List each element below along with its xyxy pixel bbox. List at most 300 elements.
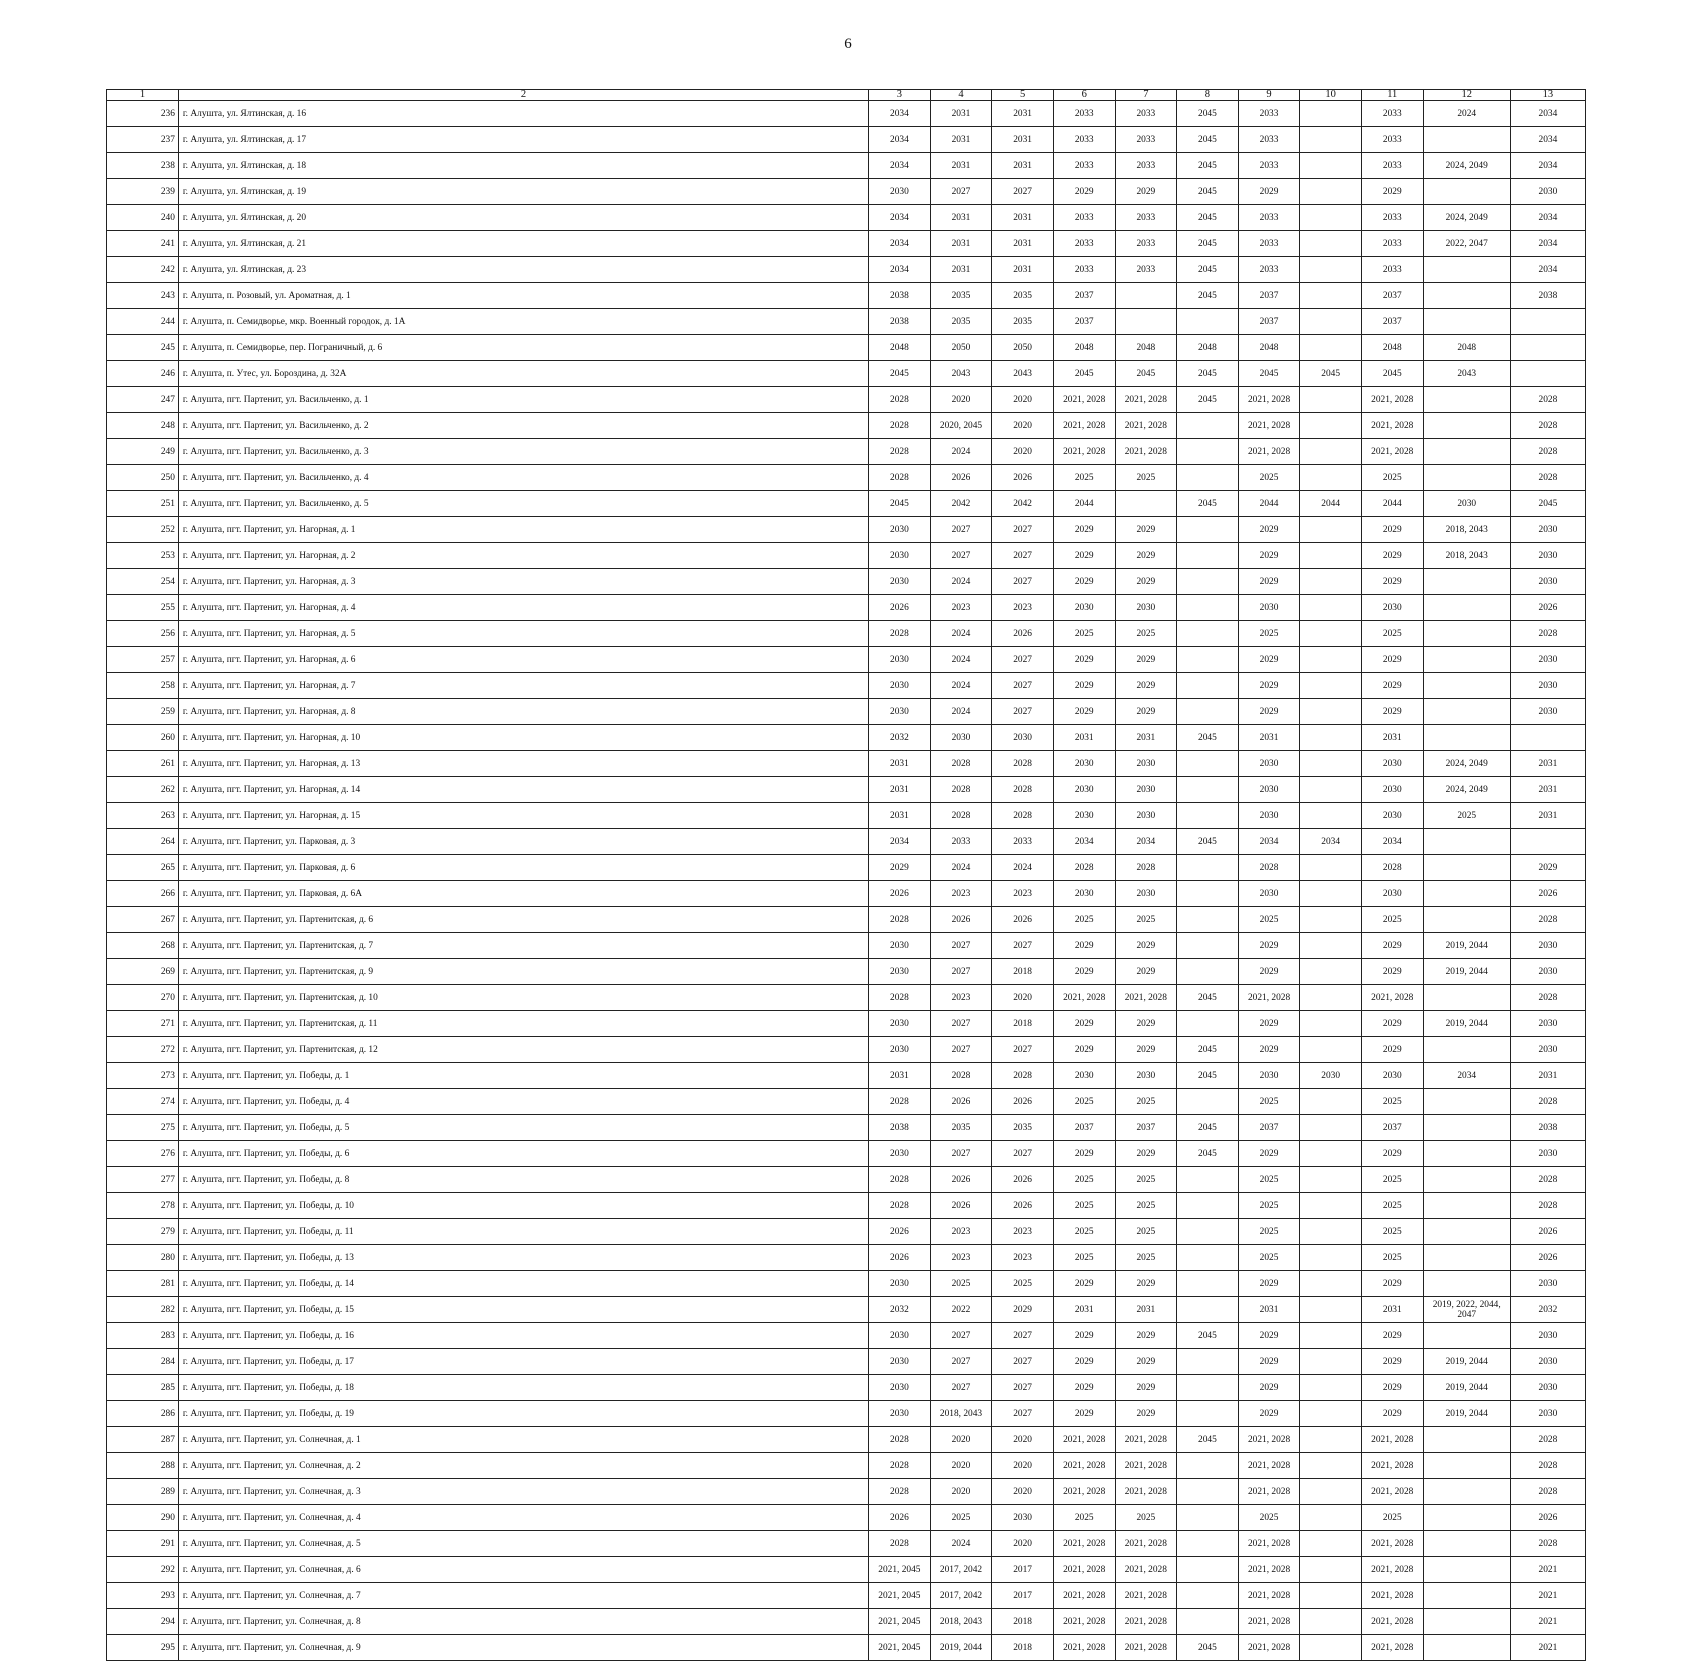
year-cell: 2020 — [930, 1479, 992, 1505]
year-cell: 2023 — [992, 595, 1054, 621]
year-cell — [1177, 439, 1239, 465]
year-cell: 2033 — [930, 829, 992, 855]
year-cell — [1300, 465, 1362, 491]
year-cell — [1177, 1375, 1239, 1401]
row-number: 240 — [107, 205, 179, 231]
year-cell: 2028 — [869, 1427, 931, 1453]
year-cell: 2045 — [869, 491, 931, 517]
year-cell: 2029 — [1238, 673, 1300, 699]
year-cell: 2034 — [1238, 829, 1300, 855]
row-number: 280 — [107, 1245, 179, 1271]
year-cell: 2030 — [1053, 595, 1115, 621]
year-cell: 2030 — [1053, 803, 1115, 829]
year-cell: 2030 — [1510, 1401, 1585, 1427]
year-cell: 2029 — [1361, 1037, 1423, 1063]
year-cell: 2021, 2028 — [1361, 1583, 1423, 1609]
year-cell — [1300, 1609, 1362, 1635]
year-cell: 2027 — [992, 543, 1054, 569]
year-cell: 2034 — [1510, 257, 1585, 283]
year-cell: 2018 — [992, 959, 1054, 985]
address-cell: г. Алушта, пгт. Партенит, ул. Партенитская, д. 12 — [178, 1037, 868, 1063]
year-cell: 2029 — [1115, 1375, 1177, 1401]
address-cell: г. Алушта, ул. Ялтинская, д. 23 — [178, 257, 868, 283]
year-cell: 2024 — [930, 569, 992, 595]
year-cell: 2021, 2045 — [869, 1609, 931, 1635]
year-cell: 2031 — [930, 101, 992, 127]
year-cell — [1423, 1479, 1510, 1505]
year-cell — [1177, 1089, 1239, 1115]
year-cell: 2033 — [1361, 101, 1423, 127]
year-cell: 2027 — [992, 1349, 1054, 1375]
year-cell: 2048 — [1238, 335, 1300, 361]
year-cell: 2021, 2028 — [1238, 1583, 1300, 1609]
address-cell: г. Алушта, пгт. Партенит, ул. Победы, д. 14 — [178, 1271, 868, 1297]
address-cell: г. Алушта, пгт. Партенит, ул. Победы, д. 16 — [178, 1323, 868, 1349]
year-cell: 2045 — [869, 361, 931, 387]
year-cell: 2030 — [869, 959, 931, 985]
year-cell: 2024, 2049 — [1423, 205, 1510, 231]
year-cell: 2020 — [992, 1479, 1054, 1505]
year-cell — [1300, 1479, 1362, 1505]
year-cell: 2026 — [869, 1245, 931, 1271]
row-number: 262 — [107, 777, 179, 803]
year-cell: 2029 — [1115, 1271, 1177, 1297]
year-cell: 2031 — [992, 231, 1054, 257]
year-cell — [1300, 205, 1362, 231]
row-number: 287 — [107, 1427, 179, 1453]
year-cell: 2045 — [1177, 283, 1239, 309]
column-header: 13 — [1510, 90, 1585, 101]
year-cell — [1177, 855, 1239, 881]
address-cell: г. Алушта, п. Семидворье, пер. Пограничный, д. 6 — [178, 335, 868, 361]
year-cell — [1300, 153, 1362, 179]
column-header: 5 — [992, 90, 1054, 101]
year-cell: 2045 — [1177, 257, 1239, 283]
year-cell: 2029 — [1053, 1323, 1115, 1349]
year-cell: 2023 — [930, 985, 992, 1011]
year-cell: 2029 — [1238, 1141, 1300, 1167]
year-cell: 2034 — [869, 153, 931, 179]
table-row — [107, 153, 1586, 179]
year-cell: 2027 — [930, 1141, 992, 1167]
address-cell: г. Алушта, пгт. Партенит, ул. Васильченко, д. 1 — [178, 387, 868, 413]
year-cell: 2033 — [1361, 205, 1423, 231]
year-cell: 2030 — [1238, 803, 1300, 829]
year-cell: 2028 — [1510, 1167, 1585, 1193]
year-cell: 2023 — [992, 1219, 1054, 1245]
year-cell: 2030 — [869, 1349, 931, 1375]
year-cell — [1423, 1531, 1510, 1557]
year-cell: 2030 — [1510, 1141, 1585, 1167]
address-cell: г. Алушта, пгт. Партенит, ул. Парковая, д. 6 — [178, 855, 868, 881]
year-cell: 2021, 2028 — [1238, 413, 1300, 439]
year-cell: 2029 — [1053, 1401, 1115, 1427]
year-cell: 2045 — [1177, 231, 1239, 257]
year-cell: 2030 — [869, 1271, 931, 1297]
year-cell: 2028 — [1115, 855, 1177, 881]
year-cell: 2028 — [869, 1193, 931, 1219]
address-cell: г. Алушта, п. Семидворье, мкр. Военный городок, д. 1А — [178, 309, 868, 335]
year-cell: 2028 — [992, 777, 1054, 803]
year-cell: 2029 — [1115, 179, 1177, 205]
year-cell — [1510, 335, 1585, 361]
year-cell: 2019, 2044 — [1423, 1401, 1510, 1427]
year-cell: 2029 — [1361, 699, 1423, 725]
year-cell — [1300, 959, 1362, 985]
year-cell: 2021, 2028 — [1053, 1479, 1115, 1505]
year-cell: 2029 — [1053, 647, 1115, 673]
year-cell — [1300, 1505, 1362, 1531]
year-cell: 2030 — [869, 699, 931, 725]
year-cell: 2025 — [1115, 465, 1177, 491]
year-cell — [1423, 595, 1510, 621]
year-cell — [1423, 387, 1510, 413]
row-number: 267 — [107, 907, 179, 933]
year-cell: 2026 — [992, 907, 1054, 933]
year-cell: 2024, 2049 — [1423, 777, 1510, 803]
year-cell: 2021, 2028 — [1115, 439, 1177, 465]
year-cell: 2029 — [1361, 959, 1423, 985]
year-cell: 2030 — [1053, 751, 1115, 777]
year-cell: 2025 — [930, 1505, 992, 1531]
address-cell: г. Алушта, пгт. Партенит, ул. Солнечная, д. 4 — [178, 1505, 868, 1531]
year-cell: 2029 — [1053, 179, 1115, 205]
year-cell — [1177, 1297, 1239, 1323]
year-cell — [1423, 179, 1510, 205]
year-cell: 2031 — [992, 127, 1054, 153]
year-cell — [1177, 647, 1239, 673]
year-cell: 2029 — [1238, 1349, 1300, 1375]
address-cell: г. Алушта, пгт. Партенит, ул. Солнечная, д. 5 — [178, 1531, 868, 1557]
year-cell: 2031 — [1510, 751, 1585, 777]
year-cell: 2030 — [1510, 673, 1585, 699]
year-cell — [1115, 491, 1177, 517]
row-number: 271 — [107, 1011, 179, 1037]
year-cell: 2025 — [992, 1271, 1054, 1297]
year-cell: 2029 — [1115, 959, 1177, 985]
year-cell: 2024, 2049 — [1423, 751, 1510, 777]
row-number: 273 — [107, 1063, 179, 1089]
table-row — [107, 829, 1586, 855]
year-cell: 2027 — [930, 959, 992, 985]
table-row — [107, 855, 1586, 881]
year-cell: 2020 — [992, 413, 1054, 439]
year-cell: 2020 — [992, 1531, 1054, 1557]
year-cell: 2021, 2028 — [1053, 1583, 1115, 1609]
year-cell: 2020 — [992, 985, 1054, 1011]
row-number: 266 — [107, 881, 179, 907]
year-cell: 2044 — [1361, 491, 1423, 517]
year-cell: 2027 — [992, 1375, 1054, 1401]
year-cell — [1423, 907, 1510, 933]
year-cell: 2031 — [1361, 1297, 1423, 1323]
year-cell: 2024 — [930, 1531, 992, 1557]
year-cell: 2034 — [1510, 231, 1585, 257]
year-cell: 2021, 2028 — [1238, 985, 1300, 1011]
year-cell: 2030 — [1510, 933, 1585, 959]
row-number: 254 — [107, 569, 179, 595]
year-cell — [1300, 933, 1362, 959]
year-cell: 2021, 2028 — [1361, 439, 1423, 465]
column-header: 9 — [1238, 90, 1300, 101]
year-cell: 2018, 2043 — [1423, 543, 1510, 569]
row-number: 275 — [107, 1115, 179, 1141]
year-cell — [1177, 673, 1239, 699]
year-cell — [1300, 543, 1362, 569]
address-cell: г. Алушта, пгт. Партенит, ул. Нагорная, д. 10 — [178, 725, 868, 751]
year-cell: 2045 — [1177, 1323, 1239, 1349]
year-cell: 2050 — [930, 335, 992, 361]
year-cell: 2034 — [869, 127, 931, 153]
year-cell — [1300, 1375, 1362, 1401]
year-cell — [1300, 257, 1362, 283]
row-number: 241 — [107, 231, 179, 257]
year-cell: 2043 — [992, 361, 1054, 387]
year-cell: 2034 — [869, 205, 931, 231]
year-cell: 2021, 2028 — [1238, 1635, 1300, 1661]
year-cell: 2038 — [1510, 1115, 1585, 1141]
year-cell — [1300, 1635, 1362, 1661]
year-cell — [1300, 673, 1362, 699]
year-cell: 2021, 2028 — [1115, 1635, 1177, 1661]
year-cell: 2045 — [1177, 985, 1239, 1011]
row-number: 250 — [107, 465, 179, 491]
year-cell: 2025 — [1238, 907, 1300, 933]
year-cell — [1423, 1193, 1510, 1219]
year-cell: 2044 — [1053, 491, 1115, 517]
year-cell: 2028 — [1510, 439, 1585, 465]
row-number: 291 — [107, 1531, 179, 1557]
year-cell: 2019, 2044 — [1423, 1011, 1510, 1037]
address-cell: г. Алушта, пгт. Партенит, ул. Победы, д. 1 — [178, 1063, 868, 1089]
year-cell: 2028 — [930, 751, 992, 777]
year-cell: 2021, 2028 — [1115, 1453, 1177, 1479]
table-row — [107, 257, 1586, 283]
year-cell: 2026 — [992, 1167, 1054, 1193]
column-header: 12 — [1423, 90, 1510, 101]
year-cell: 2030 — [1510, 1349, 1585, 1375]
year-cell: 2030 — [869, 1141, 931, 1167]
year-cell: 2030 — [992, 1505, 1054, 1531]
year-cell: 2025 — [1238, 465, 1300, 491]
row-number: 260 — [107, 725, 179, 751]
year-cell — [1177, 465, 1239, 491]
year-cell: 2026 — [992, 1089, 1054, 1115]
year-cell: 2024 — [930, 673, 992, 699]
year-cell: 2021, 2028 — [1053, 1531, 1115, 1557]
year-cell: 2026 — [992, 621, 1054, 647]
year-cell: 2034 — [1053, 829, 1115, 855]
year-cell: 2023 — [930, 1219, 992, 1245]
year-cell: 2031 — [1115, 725, 1177, 751]
year-cell: 2045 — [1177, 1141, 1239, 1167]
year-cell: 2027 — [930, 1011, 992, 1037]
row-number: 239 — [107, 179, 179, 205]
year-cell: 2025 — [1361, 1505, 1423, 1531]
year-cell: 2029 — [1053, 933, 1115, 959]
year-cell: 2033 — [1115, 127, 1177, 153]
year-cell: 2029 — [1053, 1271, 1115, 1297]
year-cell: 2019, 2044 — [1423, 1375, 1510, 1401]
year-cell: 2021, 2028 — [1361, 1609, 1423, 1635]
year-cell: 2028 — [869, 413, 931, 439]
year-cell: 2034 — [1510, 101, 1585, 127]
table-row — [107, 1271, 1586, 1297]
year-cell: 2027 — [992, 1037, 1054, 1063]
address-cell: г. Алушта, пгт. Партенит, ул. Васильченко, д. 3 — [178, 439, 868, 465]
year-cell — [1300, 1089, 1362, 1115]
year-cell — [1300, 231, 1362, 257]
year-cell: 2025 — [1053, 1193, 1115, 1219]
table-row — [107, 309, 1586, 335]
address-cell: г. Алушта, пгт. Партенит, ул. Солнечная, д. 1 — [178, 1427, 868, 1453]
table-row — [107, 959, 1586, 985]
column-header: 4 — [930, 90, 992, 101]
year-cell — [1300, 335, 1362, 361]
row-number: 268 — [107, 933, 179, 959]
year-cell: 2030 — [1510, 959, 1585, 985]
year-cell: 2031 — [1053, 725, 1115, 751]
year-cell — [1300, 1011, 1362, 1037]
year-cell: 2020 — [930, 1453, 992, 1479]
address-cell: г. Алушта, пгт. Партенит, ул. Васильченко, д. 5 — [178, 491, 868, 517]
year-cell: 2025 — [1115, 1167, 1177, 1193]
year-cell: 2048 — [869, 335, 931, 361]
row-number: 277 — [107, 1167, 179, 1193]
year-cell: 2017, 2042 — [930, 1557, 992, 1583]
year-cell — [1177, 543, 1239, 569]
row-number: 295 — [107, 1635, 179, 1661]
year-cell: 2045 — [1177, 1037, 1239, 1063]
year-cell: 2025 — [1053, 1219, 1115, 1245]
year-cell: 2042 — [930, 491, 992, 517]
year-cell: 2030 — [1510, 1271, 1585, 1297]
table-row — [107, 1115, 1586, 1141]
year-cell: 2023 — [930, 595, 992, 621]
year-cell: 2033 — [992, 829, 1054, 855]
year-cell: 2044 — [1300, 491, 1362, 517]
year-cell — [1177, 699, 1239, 725]
row-number: 285 — [107, 1375, 179, 1401]
year-cell: 2029 — [1115, 699, 1177, 725]
year-cell: 2045 — [1053, 361, 1115, 387]
year-cell: 2030 — [1510, 517, 1585, 543]
row-number: 290 — [107, 1505, 179, 1531]
year-cell: 2035 — [992, 309, 1054, 335]
year-cell: 2029 — [1510, 855, 1585, 881]
year-cell: 2030 — [1115, 1063, 1177, 1089]
table-row — [107, 699, 1586, 725]
year-cell: 2029 — [1053, 1011, 1115, 1037]
address-cell: г. Алушта, пгт. Партенит, ул. Победы, д. 15 — [178, 1297, 868, 1323]
year-cell — [1300, 1037, 1362, 1063]
year-cell — [1177, 309, 1239, 335]
year-cell: 2031 — [1115, 1297, 1177, 1323]
year-cell — [1177, 907, 1239, 933]
year-cell: 2021, 2028 — [1361, 1557, 1423, 1583]
year-cell: 2028 — [1510, 1193, 1585, 1219]
year-cell: 2030 — [1053, 1063, 1115, 1089]
year-cell: 2025 — [1361, 1193, 1423, 1219]
row-number: 276 — [107, 1141, 179, 1167]
table-row — [107, 985, 1586, 1011]
year-cell: 2028 — [869, 621, 931, 647]
year-cell: 2026 — [930, 465, 992, 491]
year-cell: 2034 — [869, 257, 931, 283]
year-cell: 2030 — [1510, 1323, 1585, 1349]
year-cell — [1423, 283, 1510, 309]
year-cell: 2050 — [992, 335, 1054, 361]
year-cell — [1423, 1245, 1510, 1271]
table-row — [107, 673, 1586, 699]
year-cell: 2025 — [1238, 1245, 1300, 1271]
row-number: 274 — [107, 1089, 179, 1115]
year-cell: 2033 — [1115, 153, 1177, 179]
year-cell — [1300, 569, 1362, 595]
table-row — [107, 1583, 1586, 1609]
year-cell: 2031 — [992, 257, 1054, 283]
row-number: 263 — [107, 803, 179, 829]
year-cell — [1300, 1115, 1362, 1141]
year-cell: 2029 — [869, 855, 931, 881]
year-cell: 2034 — [869, 101, 931, 127]
year-cell: 2029 — [1238, 699, 1300, 725]
year-cell: 2025 — [1361, 1089, 1423, 1115]
row-number: 255 — [107, 595, 179, 621]
year-cell: 2018, 2043 — [930, 1609, 992, 1635]
year-cell: 2029 — [1361, 1401, 1423, 1427]
table-row — [107, 1167, 1586, 1193]
year-cell: 2034 — [869, 231, 931, 257]
year-cell: 2027 — [930, 1349, 992, 1375]
year-cell — [1300, 1453, 1362, 1479]
year-cell — [1300, 595, 1362, 621]
year-cell: 2029 — [1115, 1349, 1177, 1375]
year-cell: 2020 — [930, 1427, 992, 1453]
address-cell: г. Алушта, пгт. Партенит, ул. Нагорная, д. 3 — [178, 569, 868, 595]
column-header: 7 — [1115, 90, 1177, 101]
year-cell: 2021, 2028 — [1053, 1453, 1115, 1479]
year-cell: 2021 — [1510, 1609, 1585, 1635]
row-number: 281 — [107, 1271, 179, 1297]
year-cell: 2025 — [1115, 1193, 1177, 1219]
year-cell: 2021, 2028 — [1238, 1531, 1300, 1557]
year-cell: 2021, 2045 — [869, 1635, 931, 1661]
table-row — [107, 725, 1586, 751]
year-cell — [1177, 1505, 1239, 1531]
year-cell: 2048 — [1177, 335, 1239, 361]
row-number: 272 — [107, 1037, 179, 1063]
year-cell: 2029 — [1361, 1141, 1423, 1167]
year-cell: 2043 — [930, 361, 992, 387]
row-number: 259 — [107, 699, 179, 725]
year-cell: 2029 — [1361, 1011, 1423, 1037]
year-cell — [1300, 439, 1362, 465]
year-cell — [1177, 777, 1239, 803]
year-cell: 2034 — [1115, 829, 1177, 855]
year-cell: 2025 — [1238, 621, 1300, 647]
year-cell: 2030 — [1510, 1037, 1585, 1063]
year-cell: 2030 — [1510, 543, 1585, 569]
address-cell: г. Алушта, пгт. Партенит, ул. Солнечная, д. 7 — [178, 1583, 868, 1609]
year-cell: 2029 — [1115, 1011, 1177, 1037]
row-number: 238 — [107, 153, 179, 179]
table-row — [107, 1245, 1586, 1271]
year-cell: 2045 — [1177, 1115, 1239, 1141]
year-cell: 2030 — [1238, 751, 1300, 777]
year-cell — [1177, 1531, 1239, 1557]
year-cell: 2030 — [1423, 491, 1510, 517]
